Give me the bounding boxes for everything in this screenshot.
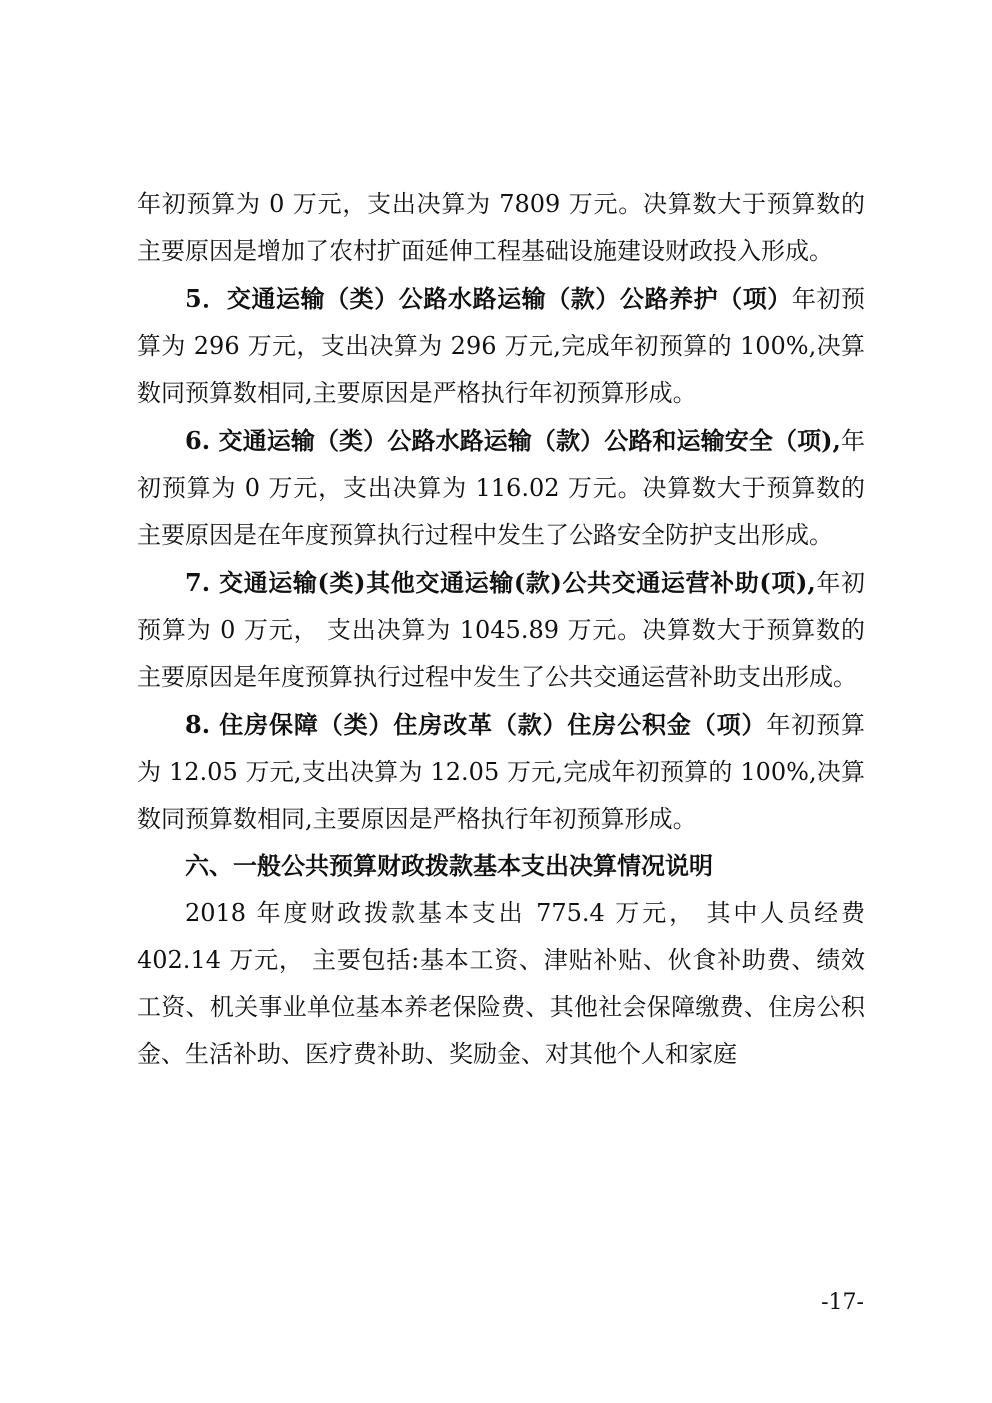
item-title: 6. 交通运输（类）公路水路运输（款）公路和运输安全（项), <box>185 426 841 455</box>
item-title: 7. 交通运输(类)其他交通运输(款)公共交通运营补助(项), <box>185 568 816 597</box>
paragraph-public-transport-subsidy <box>137 559 865 701</box>
section-heading: 六、一般公共预算财政拨款基本支出决算情况说明 <box>185 852 713 880</box>
item-title: 5．交通运输（类）公路水路运输（款）公路养护（项） <box>185 284 792 313</box>
paragraph-basic-expenditure: 2018 年度财政拨款基本支出 775.4 万元， 其中人员经费402.14 万元， 主要包括:基本工资、津贴补贴、伙食补助费、绩效工资、机关事业单位基本养老保险费、其他社会保障缴费、住房公积金、生活补助、医疗费补助、奖励金、对其他个人和家庭 <box>137 899 865 1068</box>
paragraph-housing-fund <box>137 701 865 843</box>
item-body: 年初预算为 0 万元， 支出决算为 1045.89 万元。决算数大于预算数的主要原因是年度预算执行过程中发生了公共交通运营补助支出形成。 <box>137 569 865 691</box>
page-number: -17- <box>821 1290 864 1315</box>
paragraph-road-maintenance <box>137 275 865 417</box>
item-body: 年初预算为 0 万元，支出决算为 116.02 万元。决算数大于预算数的主要原因是在年度预算执行过程中发生了公路安全防护支出形成。 <box>137 427 865 549</box>
item-body: 年初预算为 296 万元，支出决算为 296 万元,完成年初预算的 100%,决算数同预算数相同,主要原因是严格执行年初预算形成。 <box>137 285 866 407</box>
paragraph-road-safety <box>137 417 865 559</box>
document-page <box>137 181 865 1078</box>
paragraph-rural-expansion: 年初预算为 0 万元，支出决算为 7809 万元。决算数大于预算数的主要原因是增加了农村扩面延伸工程基础设施建设财政投入形成。 <box>137 190 865 265</box>
item-title: 8. 住房保障（类）住房改革（款）住房公积金（项） <box>185 710 767 739</box>
item-body: 年初预算为 12.05 万元,支出决算为 12.05 万元,完成年初预算的 100%,决算数同预算数相同,主要原因是严格执行年初预算形成。 <box>137 711 865 833</box>
